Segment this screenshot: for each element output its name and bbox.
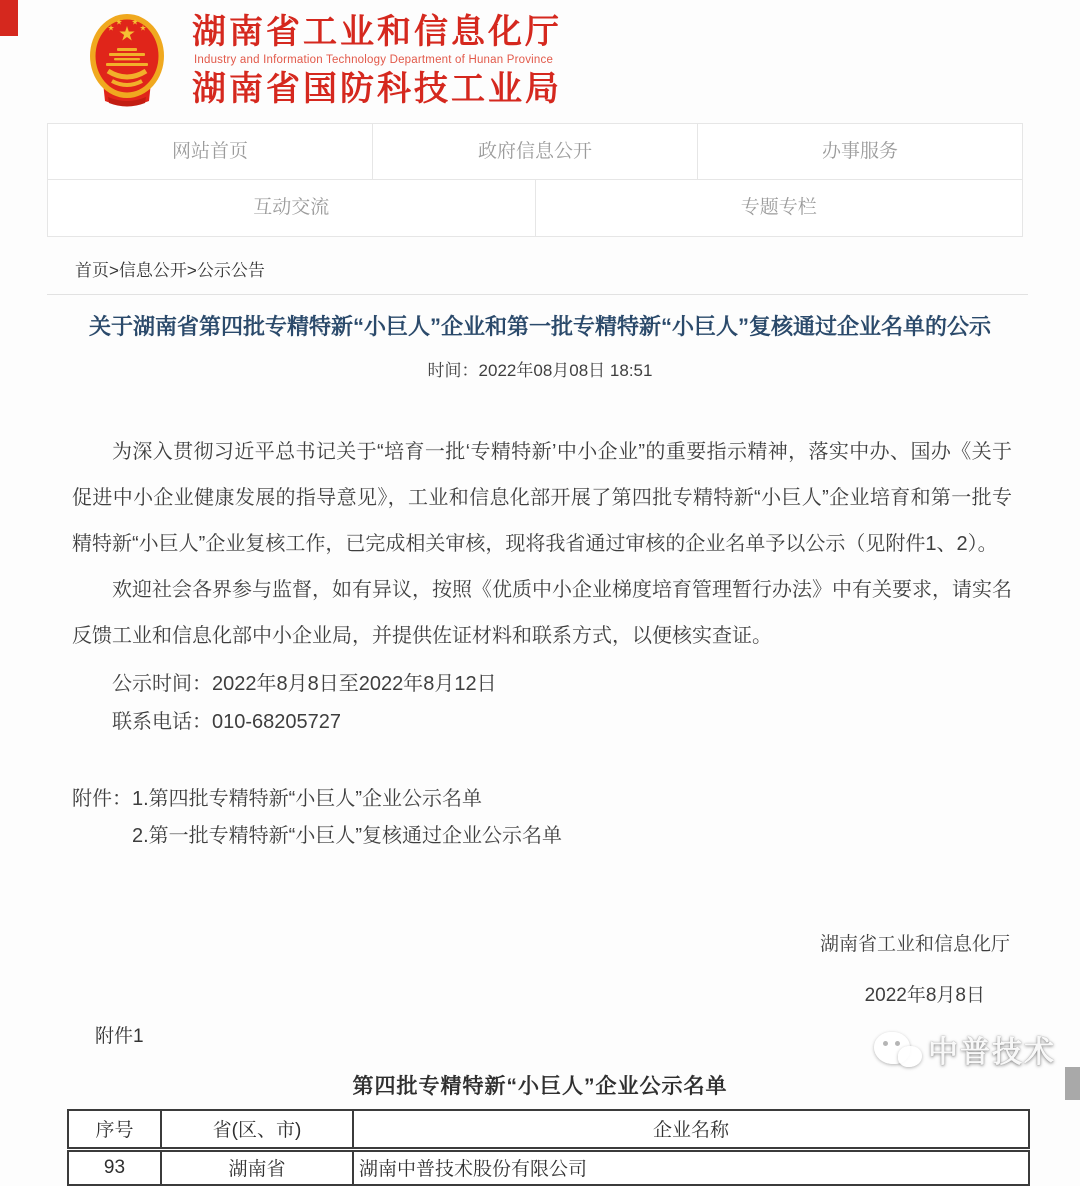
nav-item-special-columns[interactable]: 专题专栏	[740, 197, 817, 219]
publish-time: 时间：2022年08月08日 18:51	[427, 361, 653, 381]
article-paragraph: 欢迎社会各界参与监督，如有异议，按照《优质中小企业梯度培育管理暂行办法》中有关要求，请实名反馈工业和信息化部中小企业局，并提供佐证材料和联系方式，以便核实查证。	[72, 579, 1012, 648]
notice-time-line: 公示时间：2022年8月8日至2022年8月12日	[112, 673, 497, 696]
attachment-link-2[interactable]: 2.第一批专精特新“小巨人”复核通过企业公示名单	[132, 825, 562, 848]
national-emblem-icon	[88, 13, 166, 109]
org-name-english: Industry and Information Technology Department of Hunan Province	[194, 54, 554, 67]
cell-serial: 93	[68, 1149, 161, 1185]
breadcrumb[interactable]: 首页>信息公开>公示公告	[75, 261, 265, 281]
col-header-enterprise: 企业名称	[353, 1110, 1029, 1149]
table-row	[68, 1149, 1029, 1185]
page-corner-strip	[0, 0, 18, 36]
article-body	[72, 429, 1012, 741]
enterprise-table	[67, 1109, 1030, 1186]
org-name-line2: 湖南省国防科技工业局	[192, 70, 562, 109]
watermark-text: 中普技术	[928, 1036, 1056, 1069]
cell-province: 湖南省	[161, 1149, 353, 1185]
col-header-province: 省(区、市)	[161, 1110, 353, 1149]
table-header-row	[68, 1110, 1029, 1149]
site-header	[0, 0, 1080, 117]
breadcrumb-bar	[47, 247, 1028, 295]
attachments-label: 附件：	[72, 788, 132, 811]
attachments-block	[72, 781, 1012, 855]
scrollbar-thumb[interactable]	[1065, 1067, 1080, 1100]
nav-item-home[interactable]: 网站首页	[48, 124, 373, 180]
nav-item-gov-info[interactable]: 政府信息公开	[373, 124, 698, 180]
appendix-table-title: 第四批专精特新“小巨人”企业公示名单	[352, 1075, 728, 1099]
nav-item-services[interactable]: 办事服务	[698, 124, 1022, 180]
appendix-label: 附件1	[95, 1026, 144, 1048]
issuing-authority: 湖南省工业和信息化厅	[819, 934, 1010, 956]
col-header-serial: 序号	[68, 1110, 161, 1149]
cell-enterprise-name: 湖南中普技术股份有限公司	[353, 1149, 1029, 1185]
org-name-line1: 湖南省工业和信息化厅	[192, 13, 562, 51]
nav-item-interaction[interactable]: 互动交流	[48, 180, 536, 236]
contact-phone-line: 联系电话：010-68205727	[112, 711, 342, 734]
article-paragraph: 为深入贯彻习近平总书记关于“培育一批‘专精特新’中小企业”的重要指示精神，落实中办、国办《关于促进中小企业健康发展的指导意见》，工业和信息化部开展了第四批专精特新“小巨人”企业培育和第一批专精特新“小巨人”企业复核工作，已完成相关审核，现将我省通过审核的企业名单予以公示（见附件1、2）。	[72, 441, 1012, 556]
attachment-link-1[interactable]: 1.第四批专精特新“小巨人”企业公示名单	[132, 788, 482, 811]
issue-date: 2022年8月8日	[864, 985, 985, 1007]
page-title: 关于湖南省第四批专精特新“小巨人”企业和第一批专精特新“小巨人”复核通过企业名单的公示	[88, 314, 991, 340]
main-nav	[47, 123, 1023, 237]
